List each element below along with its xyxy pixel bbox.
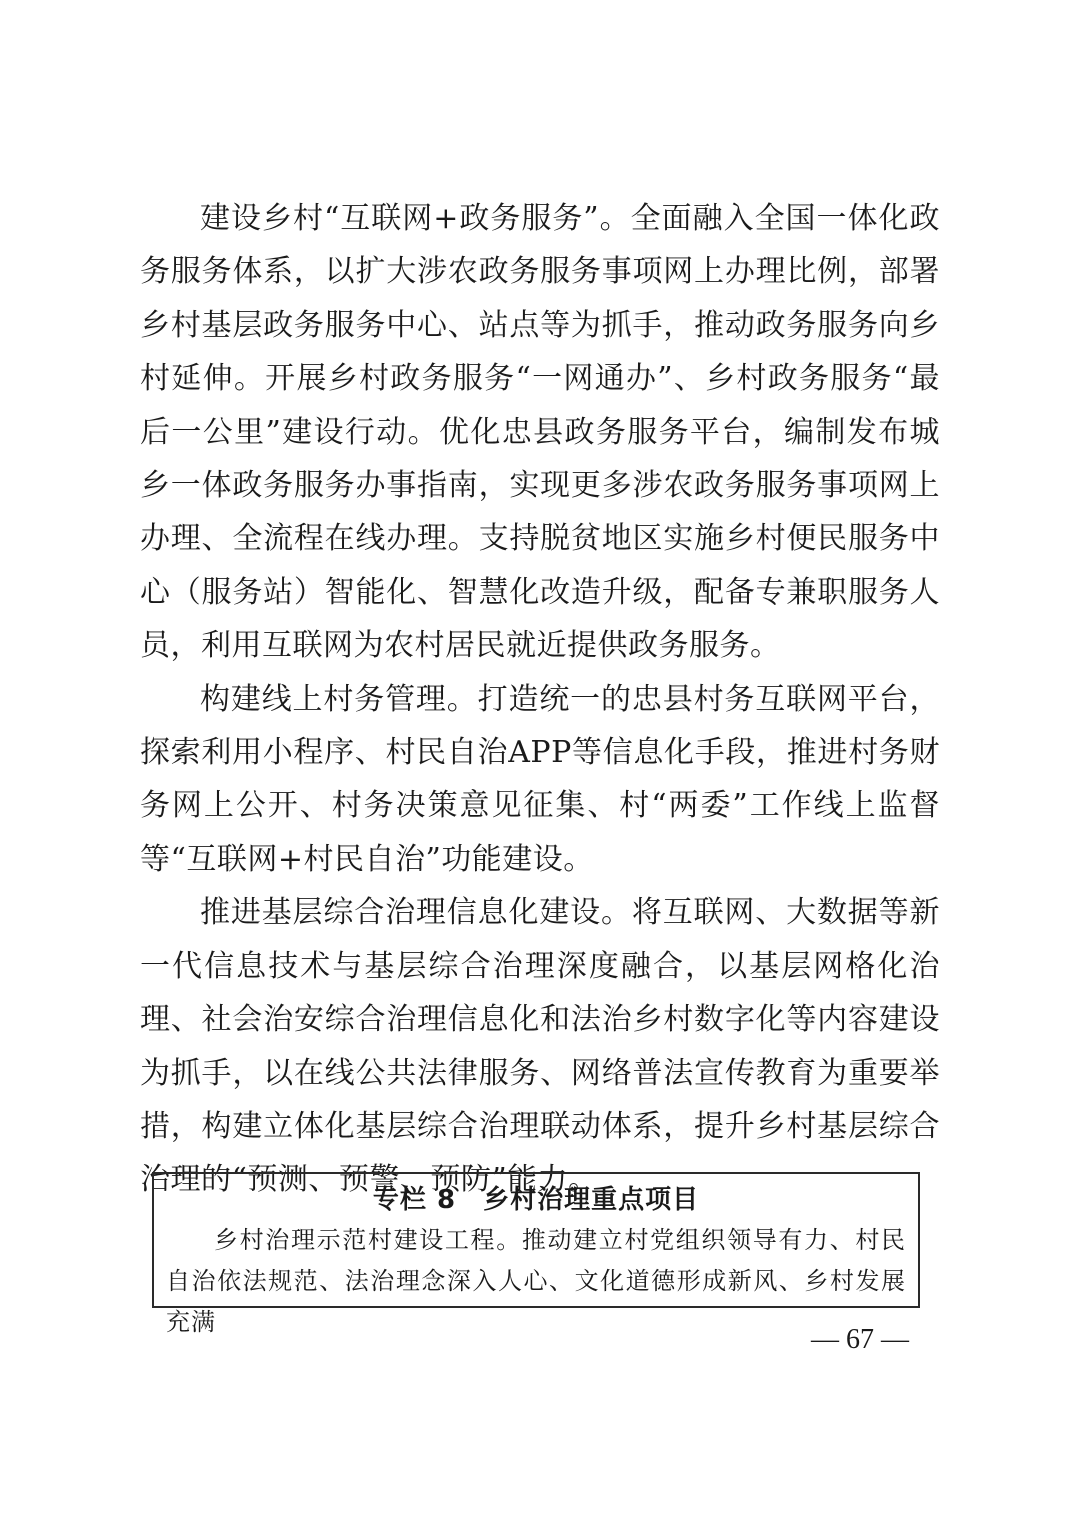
paragraph-grassroots-governance: 推进基层综合治理信息化建设。将互联网、大数据等新一代信息技术与基层综合治理深度融合，以基层网格化治理、社会治安综合治理信息化和法治乡村数字化等内容建设为抓手，以在线公共法律服务、网络普法宣传教育为重要举措，构建立体化基层综合治理联动体系，提升乡村基层综合治理的“预测、预警、预防”能力。: [140, 895, 940, 1198]
page-number: — 67 —: [811, 1324, 909, 1355]
column-box: [152, 1172, 920, 1336]
paragraph-online-village-affairs: 构建线上村务管理。打造统一的忠县村务互联网平台，探索利用小程序、村民自治APP等信息化手段，推进村务财务网上公开、村务决策意见征集、村“两委”工作线上监督等“互联网+村民自治”功能建设。: [140, 681, 940, 877]
column-box-text: 乡村治理示范村建设工程。推动建立村党组织领导有力、村民自治依法规范、法治理念深入人心、文化道德形成新风、乡村发展充满: [166, 1226, 906, 1336]
paragraph-internet-government-services: 建设乡村“互联网+政务服务”。全面融入全国一体化政务服务体系，以扩大涉农政务服务事项网上办理比例，部署乡村基层政务服务中心、站点等为抓手，推动政务服务向乡村延伸。开展乡村政务服务“一网通办”、乡村政务服务“最后一公里”建设行动。优化忠县政务服务平台，编制发布城乡一体政务服务办事指南，实现更多涉农政务服务事项网上办理、全流程在线办理。支持脱贫地区实施乡村便民服务中心（服务站）智能化、智慧化改造升级，配备专兼职服务人员，利用互联网为农村居民就近提供政务服务。: [140, 201, 940, 664]
column-box-title: 专栏 8 乡村治理重点项目: [372, 1185, 700, 1215]
body-text: [140, 192, 940, 1207]
